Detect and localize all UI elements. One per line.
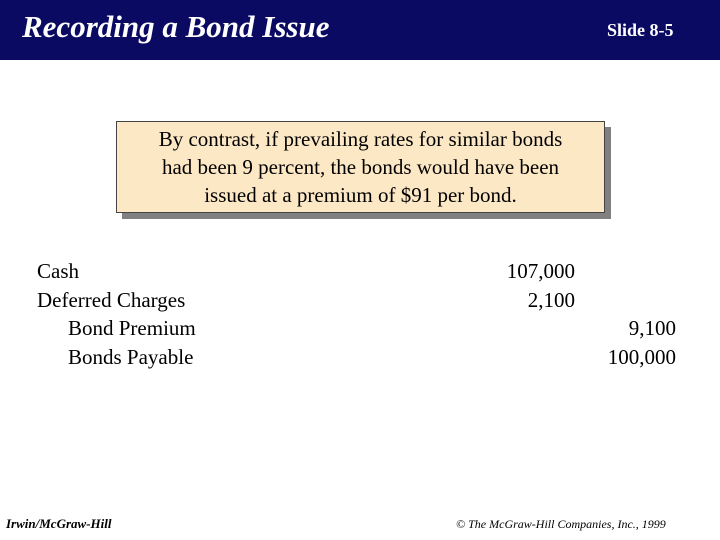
debit-deferred-charges: 2,100 [527, 287, 575, 312]
credit-bonds-payable: 100,000 [607, 344, 676, 369]
footer-copyright: © The McGraw-Hill Companies, Inc., 1999 [456, 517, 666, 531]
callout-line: By contrast, if prevailing rates for similar bonds [158, 127, 563, 151]
credit-bond-premium: 9,100 [628, 316, 676, 340]
slide-number: Slide 8-5 [607, 20, 674, 40]
callout-line: issued at a premium of $91 per bond. [204, 183, 517, 207]
account-bond-premium: Bond Premium [68, 316, 196, 340]
footer-publisher: Irwin/McGraw-Hill [6, 516, 112, 531]
callout-box [116, 121, 605, 213]
header-bar [0, 0, 720, 60]
callout-line: had been 9 percent, the bonds would have been [161, 155, 560, 179]
account-deferred-charges: Deferred Charges [37, 287, 186, 312]
debit-cash: 107,000 [506, 259, 575, 283]
account-bonds-payable: Bonds Payable [68, 344, 194, 369]
account-cash: Cash [37, 259, 79, 283]
slide-title: Recording a Bond Issue [22, 9, 330, 44]
